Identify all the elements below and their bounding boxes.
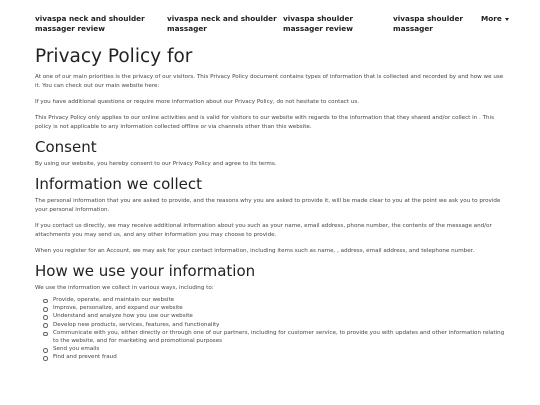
list-item: Provide, operate, and maintain our website [53,296,505,304]
collect-paragraph: When you register for an Account, we may ask for your contact information, including items such as name, , address, email address, and telephone number. [35,248,475,254]
use-intro: We use the information we collect in various ways, including to: [35,285,214,291]
more-menu-label: More [481,14,502,23]
list-item: Develop new products, services, features, and functionality [53,321,505,329]
list-item: Improve, personalize, and expand our website [53,304,505,312]
use-heading: How we use your information [35,262,256,280]
nav-link-neck-shoulder-review[interactable]: vivaspa neck and shoulder massager review [35,14,145,33]
list-item: Communicate with you, either directly or through one of our partners, including for customer service, to provide you with updates and other information relating to the website, and for marketing and promotional purposes [53,329,505,345]
more-menu-button[interactable] [481,14,509,23]
intro-paragraph: This Privacy Policy only applies to our online activities and is valid for visitors to our website with regards to the information that they shared and/or collect in . This policy is not applicable to any information collected offline or via channels other than this website. [35,115,494,130]
collect-heading: Information we collect [35,175,202,193]
page-title: Privacy Policy for [35,46,193,67]
collect-paragraph: If you contact us directly, we may receive additional information about you such as your name, email address, phone number, the contents of the message and/or attachments you may send us, and any other information you may choose to provide. [35,223,492,238]
consent-text: By using our website, you hereby consent to our Privacy Policy and agree to its terms. [35,161,277,167]
privacy-policy-content [35,46,505,362]
collect-paragraph: The personal information that you are asked to provide, and the reasons why you are asked to provide it, will be made clear to you at the point we ask you to provide your personal information. [35,198,501,213]
top-navigation [0,0,540,40]
list-item: Understand and analyze how you use our website [53,312,505,320]
intro-paragraph: At one of our main priorities is the privacy of our visitors. This Privacy Policy document contains types of information that is collected and recorded by and how we use it. You can check out our main website here: [35,74,504,89]
chevron-down-icon [505,18,509,21]
intro-paragraph: If you have additional questions or require more information about our Privacy Policy, do not hesitate to contact us. [35,99,360,105]
consent-heading: Consent [35,138,97,156]
list-item: Find and prevent fraud [53,353,505,361]
nav-link-neck-shoulder[interactable]: vivaspa neck and shoulder massager [167,14,277,33]
nav-link-shoulder[interactable]: vivaspa shoulder massager [393,14,463,33]
use-list [35,296,505,362]
list-item: Send you emails [53,345,505,353]
nav-link-shoulder-review[interactable]: vivaspa shoulder massager review [283,14,353,33]
